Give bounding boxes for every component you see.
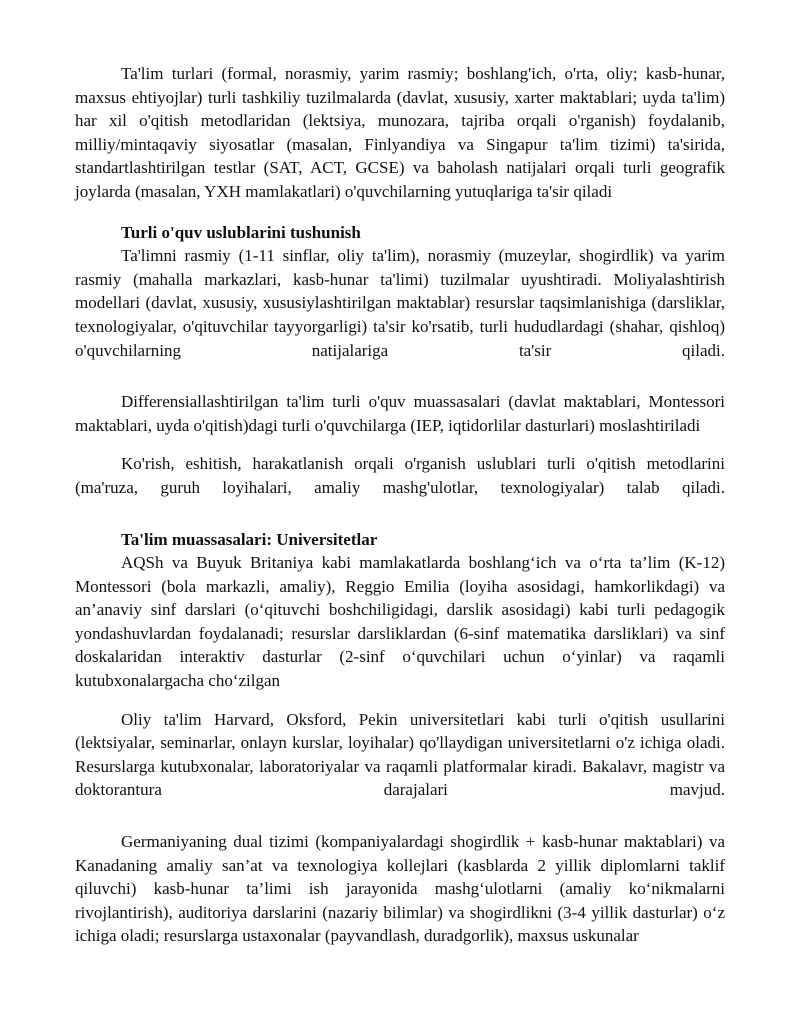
paragraph-higher-education: Oliy ta'lim Harvard, Oksford, Pekin universitetlari kabi turli o'qitish usullarini (lektsiyalar, seminarlar, onlayn kurslar, loyihalar) qo'llaydigan universitetlarni o'z ichiga oladi. Resurslarga kutubxonalar, laboratoriyalar va raqamli platformalar kiradi. Bakalavr, magistr va doktorantura darajalari mavjud. — [75, 709, 725, 800]
heading-learning-styles: Turli o'quv uslublarini tushunish — [121, 222, 361, 242]
paragraph-differentiated: Differensiallashtirilgan ta'lim turli o'quv muassasalari (davlat maktablari, Montessori maktablari, uyda o'qitish)dagi turli o'quvchilarga (IEP, iqtidorlilar dasturlari) moslashtiriladi — [75, 392, 725, 435]
paragraph-k12: AQSh va Buyuk Britaniya kabi mamlakatlarda boshlang‘ich va o‘rta ta’lim (K-12) Montessori (bola markazli, amaliy), Reggio Emilia (loyiha asosidagi, hamkorlikdagi) va an’anaviy sinf darslari (o‘qituvchi boshchiligidagi, darslik asosidagi) kabi turli pedagogik yondashuvlardan foydalanadi; resurslar darsliklardan (6-sinf matematika darsliklari) va sinf doskalaridan interaktiv dasturlar (2-sinf o‘quvchilari uchun o‘yinlar) va raqamli kutubxonalargacha cho‘zilgan — [75, 553, 725, 691]
paragraph-education-types: Ta'lim turlari (formal, norasmiy, yarim rasmiy; boshlang'ich, o'rta, oliy; kasb-hunar, maxsus ehtiyojlar) turli tashkiliy tuzilmalarda (davlat, xususiy, xarter maktablari; uyda ta'lim) har xil o'qitish metodlaridan (lektsiya, munozara, tajriba orqali o'rganish) foydalanib, milliy/mintaqaviy siyosatlar (masalan, Finlyandiya va Singapur ta'lim tizimi) ta'sirida, standartlashtirilgan testlar (SAT, ACT, GCSE) va baholash natijalari orqali turli geografik joylarda (masalan, YXH mamlakatlari) o'quvchilarning yutuqlariga ta'sir qiladi — [75, 64, 725, 201]
document-page — [75, 62, 725, 948]
paragraph-learning-methods: Ko'rish, eshitish, harakatlanish orqali o'rganish uslublari turli o'qitish metodlarini (ma'ruza, guruh loyihalari, amaliy mashg'ulotlar, texnologiyalar) talab qiladi. — [75, 454, 725, 497]
paragraph-formal-informal: Ta'limni rasmiy (1-11 sinflar, oliy ta'lim), norasmiy (muzeylar, shogirdlik) va yarim rasmiy (mahalla markazlari, kasb-hunar ta'limi) tuzilmalar uyushtiradi. Moliyalashtirish modellari (davlat, xususiy, xususiylashtirilgan maktablar) resurslar taqsimlanishiga (darsliklar, texnologiyalar, o'qituvchilar tayyorgarligi) ta'sir ko'rsatib, turli hududlardagi (shahar, qishloq) o'quvchilarning natijalariga ta'sir qiladi. — [75, 246, 725, 360]
paragraph-vocational: Germaniyaning dual tizimi (kompaniyalardagi shogirdlik + kasb-hunar maktablari) va Kanadaning amaliy san’at va texnologiya kollejlari (kasblarda 2 yillik diplomlarni taklif qiluvchi) kasb-hunar ta’limi ish jarayonida mashg‘ulotlarni (amaliy ko‘nikmalarni rivojlantirish), auditoriya darslarini (nazariy bilimlar) va shogirdlikni (3-4 yillik dasturlar) o‘z ichiga oladi; resurslarga ustaxonalar (payvandlash, duradgorlik), maxsus uskunalar — [75, 832, 725, 946]
heading-universities: Ta'lim muassasalari: Universitetlar — [121, 529, 378, 549]
